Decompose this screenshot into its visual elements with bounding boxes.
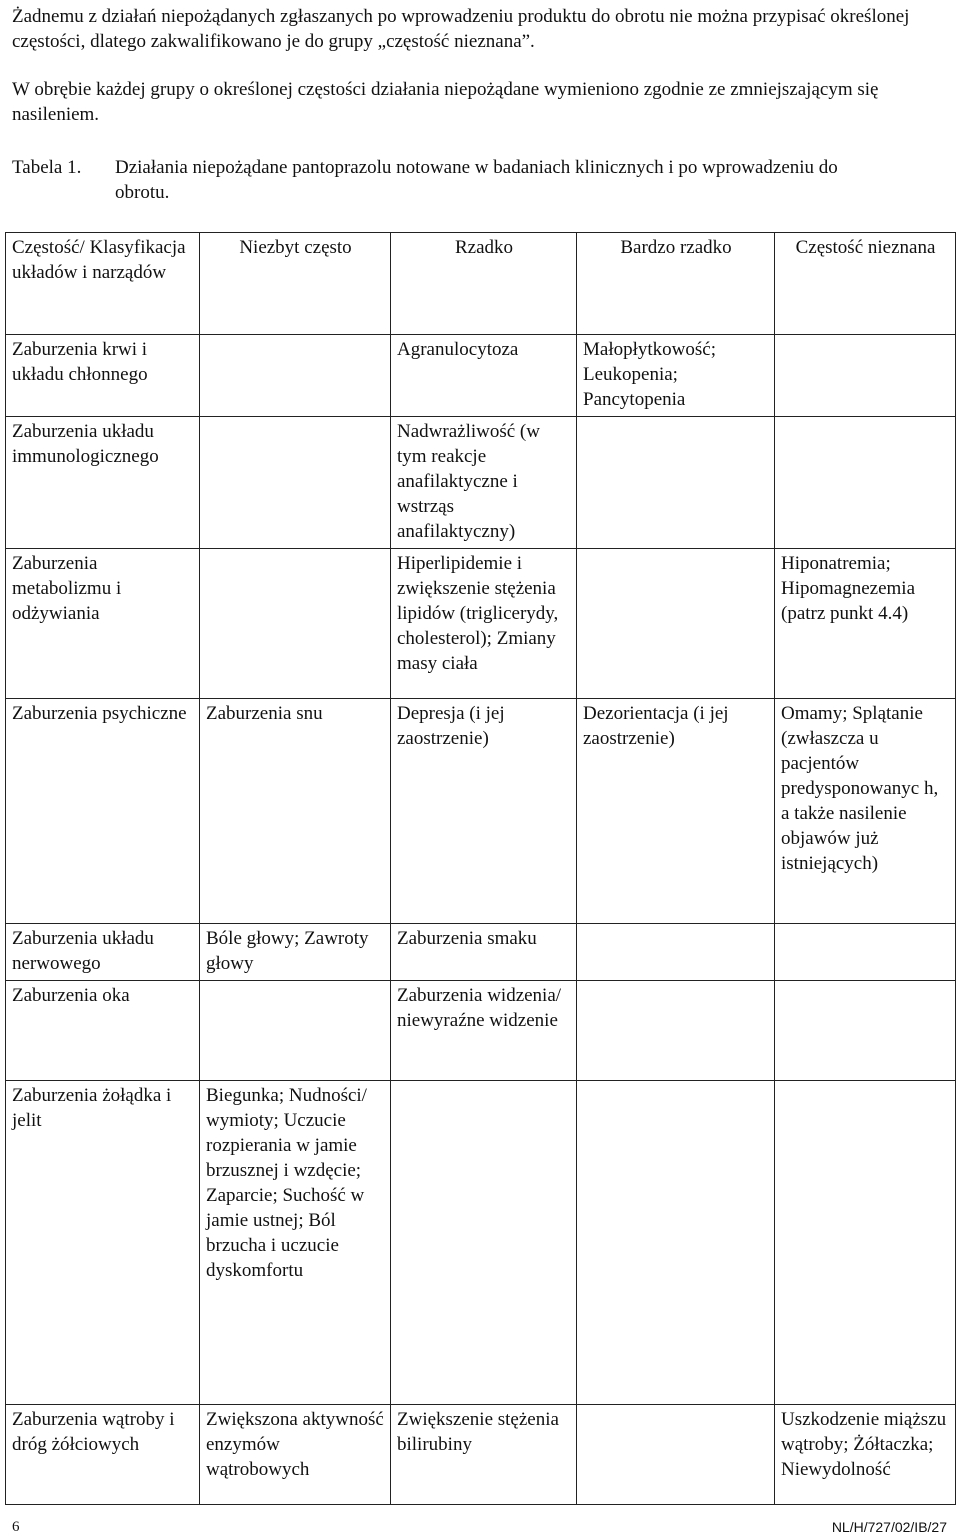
- table-row: [6, 335, 956, 417]
- adverse-reactions-table: [5, 232, 956, 1505]
- row-soc-label: Zaburzenia żołądka i jelit: [6, 1081, 200, 1405]
- cell-very-rare: [577, 981, 775, 1081]
- cell-uncommon: Zwiększona aktywność enzymów wątrobowych: [200, 1405, 391, 1505]
- cell-unknown: Uszkodzenie miąższu wątroby; Żółtaczka; Niewydolność: [775, 1405, 956, 1505]
- header-uncommon: Niezbyt często: [200, 233, 391, 335]
- table-row: [6, 549, 956, 699]
- table-caption-label: Tabela 1.: [12, 157, 82, 178]
- page-footer: [12, 1518, 947, 1538]
- row-soc-label: Zaburzenia układu nerwowego: [6, 924, 200, 981]
- cell-uncommon: [200, 549, 391, 699]
- cell-rare: Zwiększenie stężenia bilirubiny: [391, 1405, 577, 1505]
- table-row: [6, 699, 956, 924]
- cell-uncommon: [200, 335, 391, 417]
- table-row: [6, 1081, 956, 1405]
- cell-unknown: [775, 981, 956, 1081]
- cell-very-rare: Małopłytkowość; Leukopenia; Pancytopenia: [577, 335, 775, 417]
- cell-unknown: Hiponatremia; Hipomagnezemia (patrz punkt 4.4): [775, 549, 956, 699]
- cell-uncommon: [200, 417, 391, 549]
- intro-paragraph-severity-order: W obrębie każdej grupy o określonej częstości działania niepożądane wymieniono zgodnie ze zmniejszającym się nasileniem.: [12, 79, 879, 125]
- header-rare: Rzadko: [391, 233, 577, 335]
- cell-unknown: [775, 417, 956, 549]
- cell-very-rare: Dezorientacja (i jej zaostrzenie): [577, 699, 775, 924]
- cell-rare: Depresja (i jej zaostrzenie): [391, 699, 577, 924]
- cell-rare: Nadwrażliwość (w tym reakcje anafilaktyczne i wstrząs anafilaktyczny): [391, 417, 577, 549]
- row-soc-label: Zaburzenia układu immunologicznego: [6, 417, 200, 549]
- cell-very-rare: [577, 1081, 775, 1405]
- row-soc-label: Zaburzenia krwi i układu chłonnego: [6, 335, 200, 417]
- page-number: 6: [12, 1519, 20, 1535]
- cell-uncommon: Biegunka; Nudności/ wymioty; Uczucie rozpierania w jamie brzusznej i wzdęcie; Zaparcie; Suchość w jamie ustnej; Ból brzucha i uczucie dyskomfortu: [200, 1081, 391, 1405]
- cell-unknown: [775, 924, 956, 981]
- cell-unknown: [775, 335, 956, 417]
- cell-unknown: [775, 1081, 956, 1405]
- cell-rare: Hiperlipidemie i zwiększenie stężenia lipidów (triglicerydy, cholesterol); Zmiany masy ciała: [391, 549, 577, 699]
- document-reference: NL/H/727/02/IB/27: [831, 1519, 947, 1535]
- cell-rare: [391, 1081, 577, 1405]
- header-very-rare: Bardzo rzadko: [577, 233, 775, 335]
- cell-uncommon: Bóle głowy; Zawroty głowy: [200, 924, 391, 981]
- table-row: [6, 417, 956, 549]
- row-soc-label: Zaburzenia metabolizmu i odżywiania: [6, 549, 200, 699]
- cell-very-rare: [577, 924, 775, 981]
- table-row: [6, 924, 956, 981]
- cell-very-rare: [577, 1405, 775, 1505]
- cell-very-rare: [577, 417, 775, 549]
- cell-unknown: Omamy; Splątanie (zwłaszcza u pacjentów predysponowanyc h, a także nasilenie objawów już istniejących): [775, 699, 956, 924]
- header-soc: Częstość/ Klasyfikacja układów i narządów: [6, 233, 200, 335]
- cell-uncommon: Zaburzenia snu: [200, 699, 391, 924]
- table-row: [6, 1405, 956, 1505]
- cell-rare: Agranulocytoza: [391, 335, 577, 417]
- row-soc-label: Zaburzenia wątroby i dróg żółciowych: [6, 1405, 200, 1505]
- table-row: [6, 981, 956, 1081]
- intro-paragraph-frequency-unknown: Żadnemu z działań niepożądanych zgłaszanych po wprowadzeniu produktu do obrotu nie można przypisać określonej częstości, dlatego zakwalifikowano je do grupy „częstość nieznana”.: [12, 6, 910, 52]
- header-unknown: Częstość nieznana: [775, 233, 956, 335]
- cell-very-rare: [577, 549, 775, 699]
- cell-uncommon: [200, 981, 391, 1081]
- cell-rare: Zaburzenia widzenia/ niewyraźne widzenie: [391, 981, 577, 1081]
- row-soc-label: Zaburzenia psychiczne: [6, 699, 200, 924]
- cell-rare: Zaburzenia smaku: [391, 924, 577, 981]
- table-caption-text: Działania niepożądane pantoprazolu notowane w badaniach klinicznych i po wprowadzeniu do obrotu.: [115, 157, 838, 203]
- row-soc-label: Zaburzenia oka: [6, 981, 200, 1081]
- table-header-row: [6, 233, 956, 335]
